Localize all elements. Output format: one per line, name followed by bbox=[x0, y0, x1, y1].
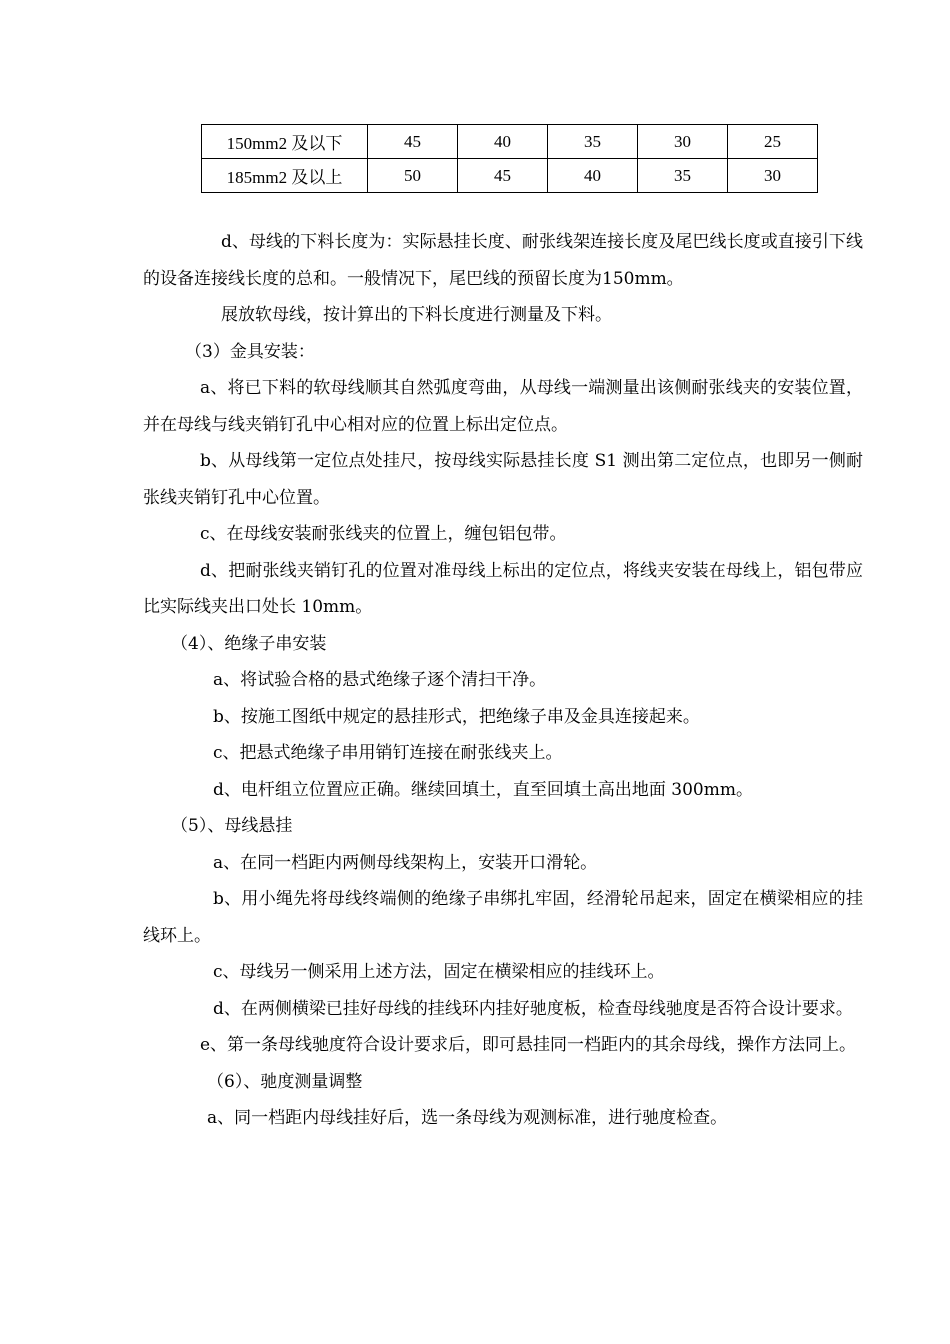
table-cell: 45 bbox=[458, 159, 548, 193]
paragraph: b、用小绳先将母线终端侧的绝缘子串绑扎牢固，经滑轮吊起来，固定在横梁相应的挂线环上。 bbox=[143, 889, 863, 946]
paragraph: b、从母线第一定位点处挂尺，按母线实际悬挂长度 S1 测出第二定位点，也即另一侧耐张线夹销钉孔中心位置。 bbox=[143, 451, 863, 508]
table-cell: 40 bbox=[548, 159, 638, 193]
table-cell: 30 bbox=[638, 125, 728, 159]
paragraph: a、将已下料的软母线顺其自然弧度弯曲，从母线一端测量出该侧耐张线夹的安装位置，并在母线与线夹销钉孔中心相对应的位置上标出定位点。 bbox=[143, 378, 863, 435]
paragraph: （4）、绝缘子串安装 bbox=[171, 633, 327, 654]
table-cell: 185mm2 及以上 bbox=[202, 159, 368, 193]
table-row bbox=[202, 159, 818, 193]
table-cell: 25 bbox=[728, 125, 818, 159]
paragraph: d、母线的下料长度为：实际悬挂长度、耐张线架连接长度及尾巴线长度或直接引下线的设备连接线长度的总和。一般情况下，尾巴线的预留长度为150mm。 bbox=[143, 232, 863, 289]
paragraph: e、第一条母线驰度符合设计要求后，即可悬挂同一档距内的其余母线，操作方法同上。 bbox=[200, 1035, 857, 1055]
table-cell: 35 bbox=[638, 159, 728, 193]
paragraph: （5）、母线悬挂 bbox=[171, 816, 293, 836]
table-cell: 45 bbox=[368, 125, 458, 159]
table-cell: 35 bbox=[548, 125, 638, 159]
paragraph: a、同一档距内母线挂好后，选一条母线为观测标准，进行驰度检查。 bbox=[207, 1108, 728, 1128]
paragraph: a、将试验合格的悬式绝缘子逐个清扫干净。 bbox=[213, 670, 547, 690]
paragraph: （6）、驰度测量调整 bbox=[207, 1071, 363, 1092]
paragraph: c、在母线安装耐张线夹的位置上，缠包铝包带。 bbox=[200, 524, 567, 544]
paragraph: d、电杆组立位置应正确。继续回填土，直至回填土高出地面 300mm。 bbox=[213, 779, 753, 800]
paragraph: c、母线另一侧采用上述方法，固定在横梁相应的挂线环上。 bbox=[213, 962, 665, 982]
paragraph: d、把耐张线夹销钉孔的位置对准母线上标出的定位点，将线夹安装在母线上，铝包带应比实际线夹出口处长 10mm。 bbox=[143, 560, 863, 617]
paragraph: （3）金具安装： bbox=[185, 341, 315, 362]
table-cell: 150mm2 及以下 bbox=[202, 125, 368, 159]
paragraph: 展放软母线，按计算出的下料长度进行测量及下料。 bbox=[221, 305, 612, 325]
paragraph: c、把悬式绝缘子串用销钉连接在耐张线夹上。 bbox=[213, 743, 563, 763]
table-cell: 40 bbox=[458, 125, 548, 159]
table-cell: 50 bbox=[368, 159, 458, 193]
paragraph: b、按施工图纸中规定的悬挂形式，把绝缘子串及金具连接起来。 bbox=[213, 706, 700, 727]
table-row bbox=[202, 125, 818, 159]
table-cell: 30 bbox=[728, 159, 818, 193]
paragraph: a、在同一档距内两侧母线架构上，安装开口滑轮。 bbox=[213, 852, 598, 873]
spec-table bbox=[201, 124, 818, 193]
body-text bbox=[143, 224, 863, 1137]
paragraph: d、在两侧横梁已挂好母线的挂线环内挂好驰度板，检查母线驰度是否符合设计要求。 bbox=[213, 998, 853, 1019]
